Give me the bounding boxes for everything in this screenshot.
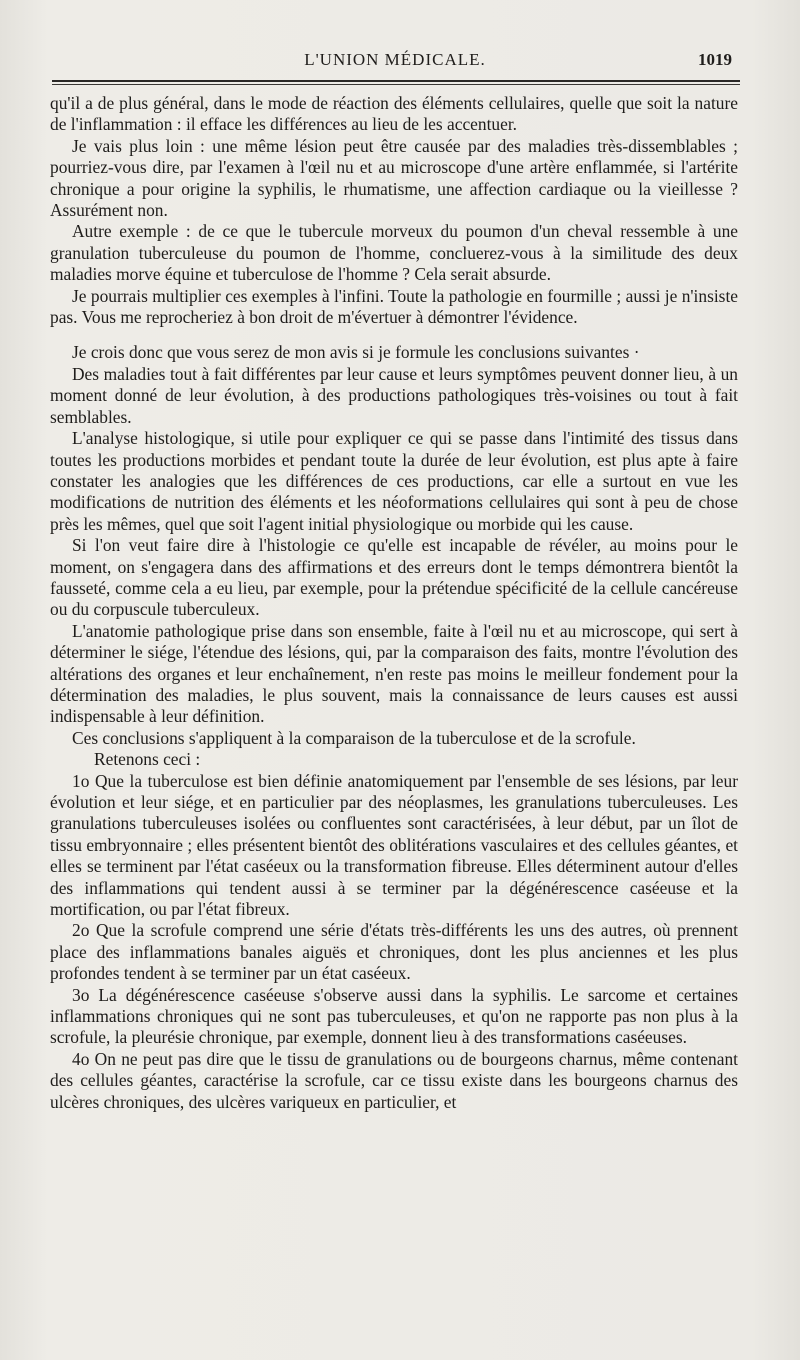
paragraph: Je crois donc que vous serez de mon avis si je formule les conclusions suivantes ·	[72, 342, 640, 363]
paragraph: L'analyse histologique, si utile pour expliquer ce qui se passe dans l'intimité des tissus dans toutes les productions morbides et pendant toute la durée de leur évolution, est plus apte à faire constater les analogies que les différences de ces productions, car elle a surtout en vue les modifications de nutrition des éléments et les néoformations cellulaires qui sont à peu de chose près les mêmes, quel que soit l'agent initial physiologique ou morbide qui les cause.	[50, 428, 738, 534]
header-rule-thin	[52, 84, 740, 85]
body-text	[50, 93, 738, 1113]
paragraph: L'anatomie pathologique prise dans son ensemble, faite à l'œil nu et au microscope, qui sert à déterminer le siége, l'étendue des lésions, qui, par la comparaison des faits, montre l'évolution des altérations des organes et leur enchaînement, n'en reste pas moins le meilleur fondement pour la détermination des maladies, le plus souvent, mais la connaissance de leurs causes est aussi indispensable à leur définition.	[50, 620, 738, 727]
page-header	[50, 46, 740, 76]
page-number: 1019	[698, 50, 732, 69]
paragraph: Je vais plus loin : une même lésion peut être causée par des maladies très-dissemblables ; pourriez-vous dire, par l'examen à l'œil nu et au microscope d'une artère enflammée, si l'artérite chronique a pour origine la syphilis, le rhumatisme, une affection cardiaque ou la vieillesse ? Assurément non.	[50, 135, 738, 221]
paragraph: Ces conclusions s'appliquent à la comparaison de la tuberculose et de la scrofule.	[72, 727, 636, 748]
paragraph: 3o La dégénérescence caséeuse s'observe aussi dans la syphilis. Le sarcome et certaines inflammations chroniques qui ne sont pas tuberculeuses, et qu'on ne rapporte pas non plus à la scrofule, la pleurésie chronique, par exemple, donnent lieu à des transformations caséeuses.	[50, 984, 738, 1048]
paragraph: Si l'on veut faire dire à l'histologie ce qu'elle est incapable de révéler, au moins pour le moment, on s'engagera dans des affirmations et des erreurs dont le temps démontrera bientôt la fausseté, comme cela a eu lieu, par exemple, pour la prétendue spécificité de la cellule cancéreuse ou du corpuscule tuberculeux.	[50, 535, 738, 620]
header-rule	[52, 80, 740, 82]
paragraph: Autre exemple : de ce que le tubercule morveux du poumon d'un cheval ressemble à une granulation tuberculeuse du poumon de l'homme, concluerez-vous à la similitude des deux maladies morve équine et tuberculose de l'homme ? Cela serait absurde.	[50, 221, 738, 285]
paragraph: qu'il a de plus général, dans le mode de réaction des éléments cellulaires, quelle que soit la nature de l'inflammation : il efface les différences au lieu de les accentuer.	[50, 93, 738, 135]
paragraph: Retenons ceci :	[94, 749, 201, 770]
paragraph: 4o On ne peut pas dire que le tissu de granulations ou de bourgeons charnus, même contenant des cellules géantes, caractérise la scrofule, car ce tissu existe dans les bourgeons charnus des ulcères chroniques, des ulcères variqueux en particulier, et	[50, 1048, 738, 1112]
running-title: L'UNION MÉDICALE.	[304, 50, 486, 69]
paragraph: Je pourrais multiplier ces exemples à l'infini. Toute la pathologie en fourmille ; aussi je n'insiste pas. Vous me reprocheriez à bon droit de m'évertuer à démontrer l'évidence.	[50, 285, 738, 328]
paragraph: 1o Que la tuberculose est bien définie anatomiquement par l'ensemble de ses lésions, par leur évolution et leur siége, et en particulier par des néoplasmes, les granulations tuberculeuses. Les granulations tuberculeuses isolées ou confluentes sont caractérisées, à leur début, par un îlot de tissu embryonnaire ; elles présentent bientôt des oblitérations vasculaires et des cellules géantes, et elles se terminent par l'état caséeux ou la transformation fibreuse. Elles déterminent autour d'elles des inflammations qui tendent aussi à se terminer par la dégénérescence caséeuse et la mortification, ou par l'état fibreux.	[50, 770, 738, 920]
paragraph: 2o Que la scrofule comprend une série d'états très-différents les uns des autres, où prennent place des inflammations banales aiguës et chroniques, dont les plus anciennes et les plus profondes tendent à se terminer par un état caséeux.	[50, 920, 738, 984]
paragraph: Des maladies tout à fait différentes par leur cause et leurs symptômes peuvent donner lieu, à un moment donné de leur évolution, à des productions pathologiques très-voisines ou tout à fait semblables.	[50, 363, 738, 427]
